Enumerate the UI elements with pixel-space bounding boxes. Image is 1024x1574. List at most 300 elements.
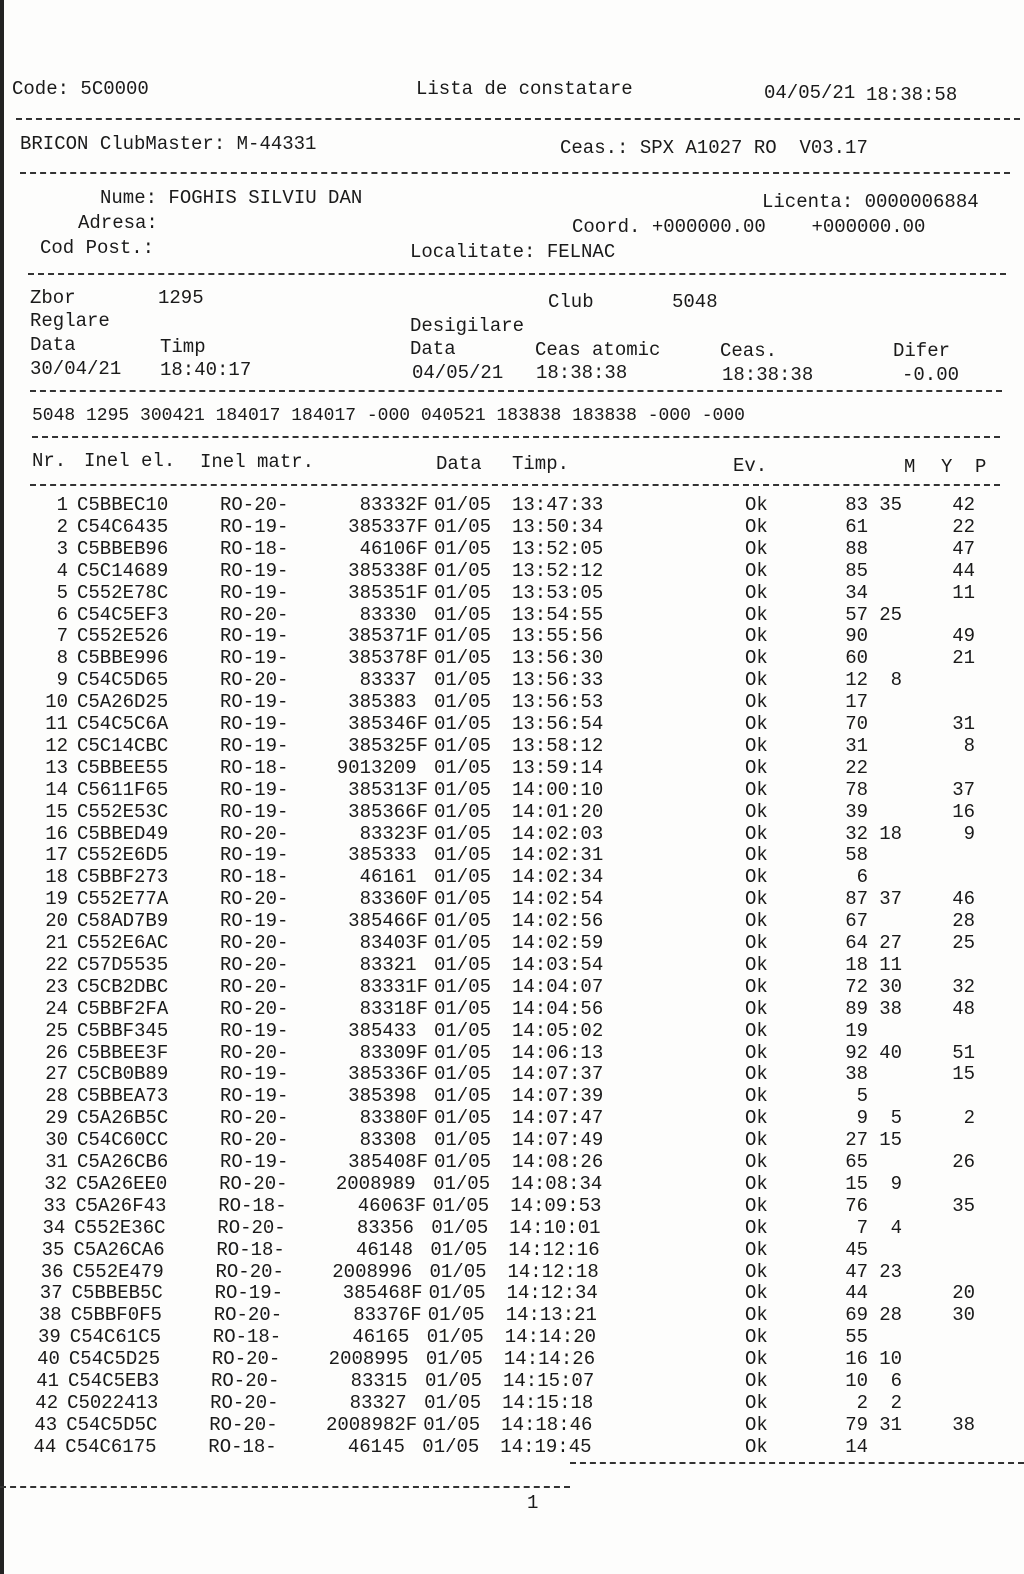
- event-status: Ok: [745, 1063, 768, 1086]
- row-number: 21: [45, 932, 68, 954]
- flight-label: Zbor: [30, 287, 76, 309]
- electronic-ring: C5C14CBC: [77, 734, 169, 757]
- arrival-time: 14:15:07: [503, 1370, 595, 1392]
- ring-prefix: RO-19-: [220, 1151, 289, 1173]
- event-status: Ok: [745, 515, 768, 538]
- table-row: [0, 823, 1024, 845]
- row-number: 44: [33, 1435, 57, 1458]
- arrival-time: 13:47:33: [512, 494, 604, 516]
- row-number: 18: [45, 866, 68, 889]
- electronic-ring: C5A26B5C: [77, 1107, 169, 1130]
- arrival-time: 14:18:46: [501, 1413, 593, 1436]
- arrival-time: 14:08:34: [511, 1172, 603, 1195]
- arrival-date: 01/05: [424, 1391, 482, 1414]
- table-row: [0, 494, 1024, 516]
- arrival-date: 01/05: [434, 625, 492, 648]
- ring-number: 83327: [349, 1391, 419, 1414]
- header-y: Y: [941, 456, 953, 478]
- ring-number: 46106F: [359, 537, 428, 560]
- arrival-time: 13:56:33: [512, 669, 604, 692]
- row-number: 33: [43, 1194, 67, 1217]
- event-status: Ok: [745, 1282, 768, 1305]
- ring-number: 385383: [348, 691, 428, 714]
- unsealing-label: Desigilare: [410, 315, 525, 337]
- arrival-date: 01/05: [434, 1041, 492, 1064]
- table-row: [0, 1042, 1024, 1064]
- electronic-ring: C57D5535: [77, 953, 169, 976]
- header-timp: Timp.: [512, 453, 570, 475]
- table-row: [0, 1085, 1024, 1107]
- arrival-date: 01/05: [429, 1260, 487, 1283]
- event-status: Ok: [745, 581, 768, 604]
- value-m: 65: [845, 1151, 868, 1173]
- ring-number: 2008982F: [325, 1413, 418, 1436]
- row-number: 23: [45, 975, 68, 998]
- value-y: 25: [879, 603, 902, 626]
- arrival-time: 14:15:18: [502, 1391, 594, 1414]
- value-m: 10: [845, 1370, 868, 1392]
- table-row: [0, 713, 1024, 735]
- ring-number: 83323F: [359, 822, 428, 845]
- event-status: Ok: [745, 1216, 768, 1239]
- ring-prefix: RO-20-: [220, 975, 289, 998]
- arrival-time: 14:02:54: [512, 888, 604, 911]
- row-number: 3: [56, 537, 68, 560]
- ring-prefix: RO-20-: [217, 1216, 286, 1239]
- ring-number: 2008996: [332, 1260, 424, 1283]
- ring-number: 385351F: [348, 581, 428, 604]
- value-m: 22: [845, 756, 868, 779]
- electronic-ring: C552E78C: [77, 581, 169, 604]
- electronic-ring: C5BBEB96: [77, 537, 169, 560]
- value-m: 9: [856, 1107, 868, 1130]
- ring-number: 385346F: [348, 713, 428, 735]
- arrival-date: 01/05: [434, 581, 492, 604]
- table-row: [0, 1217, 1024, 1239]
- value-y: 28: [879, 1304, 902, 1327]
- arrival-date: 01/05: [423, 1413, 481, 1436]
- ring-number: 83315: [350, 1370, 419, 1392]
- row-number: 17: [45, 844, 68, 867]
- table-row: [0, 669, 1024, 691]
- value-m: 55: [845, 1326, 868, 1349]
- atomic-clock-label: Ceas atomic: [535, 339, 661, 361]
- value-y: 2: [890, 1391, 902, 1414]
- value-m: 16: [845, 1348, 868, 1371]
- setting-time-label: Timp: [160, 336, 206, 358]
- value-y: 35: [879, 494, 902, 516]
- arrival-date: 01/05: [434, 888, 492, 911]
- ring-prefix: RO-20-: [220, 1107, 289, 1130]
- value-p: 49: [952, 625, 975, 648]
- arrival-time: 14:13:21: [505, 1304, 597, 1327]
- value-y: 5: [890, 1107, 902, 1130]
- ring-number: 385466F: [348, 910, 428, 933]
- electronic-ring: C54C6175: [65, 1435, 157, 1458]
- arrival-date: 01/05: [434, 559, 492, 582]
- value-m: 89: [845, 997, 868, 1020]
- row-number: 40: [37, 1348, 60, 1371]
- value-m: 79: [845, 1413, 868, 1436]
- row-number: 2: [56, 515, 68, 538]
- table-row: [0, 1063, 1024, 1085]
- arrival-date: 01/05: [434, 866, 492, 889]
- row-number: 14: [45, 778, 68, 801]
- arrival-time: 13:53:05: [512, 581, 604, 604]
- ring-number: 46148: [355, 1238, 425, 1261]
- arrival-date: 01/05: [434, 603, 492, 626]
- value-m: 58: [845, 844, 868, 867]
- value-y: 10: [879, 1348, 902, 1371]
- arrival-time: 14:14:26: [503, 1348, 596, 1371]
- value-m: 61: [845, 515, 868, 538]
- value-m: 85: [845, 559, 868, 582]
- value-m: 38: [845, 1063, 868, 1086]
- electronic-ring: C552E526: [77, 625, 169, 648]
- value-y: 6: [890, 1370, 902, 1392]
- divider: [16, 118, 1020, 120]
- table-row: [0, 1261, 1024, 1283]
- row-number: 12: [45, 734, 68, 757]
- value-m: 27: [845, 1129, 868, 1152]
- divider: [0, 1486, 570, 1488]
- ring-number: 83356: [356, 1216, 426, 1239]
- table-row: [0, 976, 1024, 998]
- electronic-ring: C54C6435: [77, 515, 169, 538]
- event-status: Ok: [745, 1370, 768, 1392]
- value-m: 19: [845, 1019, 868, 1042]
- ring-number: 2008995: [328, 1348, 420, 1371]
- table-row: [0, 1107, 1024, 1129]
- event-status: Ok: [745, 625, 768, 648]
- arrival-time: 14:06:13: [512, 1041, 604, 1064]
- event-status: Ok: [745, 691, 768, 714]
- event-status: Ok: [745, 975, 768, 998]
- row-number: 9: [56, 669, 68, 692]
- event-status: Ok: [745, 1435, 768, 1458]
- table-row: [0, 604, 1024, 626]
- ring-number: 46165: [352, 1326, 421, 1349]
- value-y: 40: [879, 1041, 902, 1064]
- event-status: Ok: [745, 800, 768, 823]
- electronic-ring: C54C5EF3: [77, 603, 169, 626]
- event-status: Ok: [745, 1304, 768, 1327]
- value-m: 88: [845, 537, 868, 560]
- print-date: 04/05/21: [764, 82, 856, 104]
- event-status: Ok: [745, 997, 768, 1020]
- arrival-time: 14:12:16: [508, 1238, 600, 1261]
- flight-number: 1295: [158, 287, 204, 309]
- ring-prefix: RO-19-: [220, 844, 289, 867]
- page-number: 1: [527, 1492, 539, 1514]
- table-row: [0, 582, 1024, 604]
- value-p: 15: [952, 1063, 975, 1086]
- ring-prefix: RO-19-: [220, 713, 289, 735]
- ring-number: 385433: [348, 1019, 428, 1042]
- electronic-ring: C58AD7B9: [77, 910, 169, 933]
- table-row: [0, 910, 1024, 932]
- ring-number: 385338F: [348, 559, 428, 582]
- ring-prefix: RO-18-: [218, 1194, 287, 1217]
- event-status: Ok: [745, 1238, 768, 1261]
- value-m: 32: [845, 822, 868, 845]
- ring-prefix: RO-20-: [211, 1348, 281, 1371]
- divider: [30, 390, 1002, 392]
- clock-time: 18:38:38: [722, 364, 814, 386]
- ring-prefix: RO-20-: [220, 603, 289, 626]
- value-p: 20: [952, 1282, 975, 1305]
- row-number: 41: [36, 1370, 59, 1392]
- arrival-date: 01/05: [434, 844, 492, 867]
- row-number: 6: [56, 603, 68, 626]
- event-status: Ok: [745, 822, 768, 845]
- table-row: [0, 1239, 1024, 1261]
- value-p: 25: [952, 932, 975, 954]
- arrival-date: 01/05: [428, 1282, 486, 1305]
- arrival-date: 01/05: [432, 1194, 490, 1217]
- value-m: 72: [845, 975, 868, 998]
- arrival-date: 01/05: [434, 932, 492, 954]
- electronic-ring: C5A26CB6: [77, 1151, 169, 1173]
- ring-number: 83321: [359, 953, 428, 976]
- value-m: 5: [856, 1085, 868, 1108]
- value-m: 7: [856, 1216, 868, 1239]
- unsealing-date: 04/05/21: [412, 362, 504, 384]
- event-status: Ok: [745, 713, 768, 735]
- table-row: [0, 691, 1024, 713]
- event-status: Ok: [745, 734, 768, 757]
- ring-number: 385333: [348, 844, 428, 867]
- setting-label: Reglare: [30, 310, 110, 332]
- coordinates: Coord. +000000.00 +000000.00: [572, 216, 926, 238]
- value-p: 8: [963, 734, 975, 757]
- electronic-ring: C5BBEB5C: [71, 1282, 163, 1305]
- value-m: 44: [845, 1282, 868, 1305]
- table-row: [0, 932, 1024, 954]
- row-number: 26: [45, 1041, 68, 1064]
- ring-prefix: RO-19-: [214, 1282, 284, 1305]
- ring-prefix: RO-19-: [220, 910, 289, 933]
- event-status: Ok: [745, 844, 768, 867]
- ring-prefix: RO-19-: [220, 625, 289, 648]
- value-p: 22: [952, 515, 975, 538]
- row-number: 5: [56, 581, 68, 604]
- arrival-date: 01/05: [434, 822, 492, 845]
- ring-number: 46063F: [357, 1194, 427, 1217]
- arrival-time: 14:03:54: [512, 953, 604, 976]
- event-status: Ok: [745, 669, 768, 692]
- ring-prefix: RO-20-: [213, 1304, 283, 1327]
- ring-prefix: RO-19-: [220, 800, 289, 823]
- arrival-date: 01/05: [427, 1304, 485, 1327]
- arrival-time: 14:02:34: [512, 866, 604, 889]
- arrival-date: 01/05: [434, 647, 492, 670]
- event-status: Ok: [745, 1326, 768, 1349]
- event-status: Ok: [745, 866, 768, 889]
- ring-prefix: RO-19-: [220, 691, 289, 714]
- row-number: 32: [44, 1172, 68, 1195]
- ring-prefix: RO-19-: [220, 734, 289, 757]
- table-row: [0, 1151, 1024, 1173]
- ring-number: 83308: [359, 1129, 428, 1152]
- ring-prefix: RO-19-: [220, 1063, 289, 1086]
- arrival-date: 01/05: [434, 1151, 492, 1173]
- ring-number: 385325F: [348, 734, 428, 757]
- value-p: 28: [952, 910, 975, 933]
- electronic-ring: C54C5EB3: [68, 1370, 160, 1392]
- ring-number: 83318F: [359, 997, 428, 1020]
- header-data: Data: [436, 453, 482, 475]
- arrival-time: 14:07:37: [512, 1063, 604, 1086]
- table-row: [0, 1392, 1024, 1414]
- value-m: 78: [845, 778, 868, 801]
- table-row: [0, 1282, 1024, 1304]
- table-row: [0, 1195, 1024, 1217]
- electronic-ring: C5BBEE55: [77, 756, 169, 779]
- row-number: 35: [41, 1238, 65, 1261]
- value-p: 37: [952, 778, 975, 801]
- table-row: [0, 757, 1024, 779]
- table-row: [0, 647, 1024, 669]
- value-p: 47: [952, 537, 975, 560]
- row-number: 1: [56, 494, 68, 516]
- value-m: 18: [845, 953, 868, 976]
- ring-prefix: RO-18-: [220, 866, 289, 889]
- value-m: 31: [845, 734, 868, 757]
- electronic-ring: C5A26D25: [77, 691, 169, 714]
- value-m: 6: [856, 866, 868, 889]
- table-row: [0, 735, 1024, 757]
- electronic-ring: C5C14689: [77, 559, 169, 582]
- electronic-ring: C5BBEC10: [77, 494, 169, 516]
- document-title: Lista de constatare: [416, 78, 633, 100]
- value-y: 37: [879, 888, 902, 911]
- electronic-ring: C552E36C: [74, 1216, 166, 1239]
- value-p: 32: [952, 975, 975, 998]
- arrival-date: 01/05: [425, 1348, 483, 1371]
- arrival-time: 13:56:54: [512, 713, 604, 735]
- arrival-date: 01/05: [433, 1172, 491, 1195]
- arrival-date: 01/05: [434, 1107, 492, 1130]
- header-m: M: [904, 456, 916, 478]
- ring-number: 83380F: [359, 1107, 428, 1130]
- arrival-time: 14:07:49: [512, 1129, 604, 1152]
- arrival-time: 14:05:02: [512, 1019, 604, 1042]
- ring-prefix: RO-19-: [220, 559, 289, 582]
- table-row: [0, 538, 1024, 560]
- setting-date-label: Data: [30, 334, 76, 356]
- value-m: 2: [856, 1391, 868, 1414]
- arrival-date: 01/05: [434, 756, 492, 779]
- row-number: 28: [45, 1085, 68, 1108]
- table-row: [0, 1173, 1024, 1195]
- value-p: 26: [952, 1151, 975, 1173]
- ring-prefix: RO-18-: [220, 756, 289, 779]
- arrival-time: 14:10:01: [509, 1216, 601, 1239]
- row-number: 29: [45, 1107, 68, 1130]
- electronic-ring: C552E479: [72, 1260, 164, 1283]
- ring-prefix: RO-20-: [215, 1260, 284, 1283]
- ring-number: 385398: [348, 1085, 428, 1108]
- event-status: Ok: [745, 1260, 768, 1283]
- electronic-ring: C5022413: [67, 1391, 159, 1414]
- clock-info: Ceas.: SPX A1027 RO V03.17: [560, 137, 868, 159]
- arrival-date: 01/05: [434, 713, 492, 735]
- row-number: 37: [39, 1282, 63, 1305]
- value-p: 21: [952, 647, 975, 670]
- arrival-date: 01/05: [434, 669, 492, 692]
- event-status: Ok: [745, 537, 768, 560]
- value-m: 92: [845, 1041, 868, 1064]
- electronic-ring: C5CB0B89: [77, 1063, 169, 1086]
- arrival-time: 13:56:53: [512, 691, 604, 714]
- table-row: [0, 1129, 1024, 1151]
- value-p: 9: [963, 822, 975, 845]
- arrival-time: 14:02:31: [512, 844, 604, 867]
- value-m: 12: [845, 669, 868, 692]
- row-number: 36: [40, 1260, 64, 1283]
- ring-prefix: RO-20-: [210, 1391, 279, 1414]
- row-number: 27: [45, 1063, 68, 1086]
- row-number: 24: [45, 997, 68, 1020]
- difference-value: -0.00: [902, 364, 960, 386]
- electronic-ring: C54C5C6A: [77, 713, 169, 735]
- setting-time: 18:40:17: [160, 359, 252, 381]
- value-m: 47: [845, 1260, 868, 1283]
- arrival-time: 14:14:20: [504, 1326, 597, 1349]
- row-number: 43: [34, 1413, 58, 1436]
- ring-number: 83376F: [353, 1304, 422, 1327]
- arrival-time: 14:01:20: [512, 800, 604, 823]
- ring-number: 2008989: [335, 1172, 428, 1195]
- value-m: 45: [845, 1238, 868, 1261]
- table-row: [0, 1414, 1024, 1436]
- electronic-ring: C5A26F43: [75, 1194, 167, 1217]
- electronic-ring: C5BBED49: [77, 822, 169, 845]
- arrival-time: 13:55:56: [512, 625, 604, 648]
- arrival-date: 01/05: [434, 800, 492, 823]
- event-status: Ok: [745, 1172, 768, 1195]
- table-row: [0, 560, 1024, 582]
- value-p: 2: [963, 1107, 975, 1130]
- arrival-date: 01/05: [434, 691, 492, 714]
- event-status: Ok: [745, 1194, 768, 1217]
- ring-number: 46145: [347, 1435, 417, 1458]
- value-p: 38: [952, 1413, 975, 1436]
- table-row: [0, 844, 1024, 866]
- arrival-time: 14:02:59: [512, 932, 604, 954]
- arrival-date: 01/05: [434, 953, 492, 976]
- row-number: 34: [42, 1216, 66, 1239]
- ring-number: 83337: [359, 669, 428, 692]
- table-row: [0, 998, 1024, 1020]
- row-number: 25: [45, 1019, 68, 1042]
- event-status: Ok: [745, 1391, 768, 1414]
- value-y: 18: [879, 822, 902, 845]
- ring-prefix: RO-19-: [220, 647, 289, 670]
- electronic-ring: C5CB2DBC: [77, 975, 169, 998]
- electronic-ring: C54C5D25: [68, 1348, 161, 1371]
- event-status: Ok: [745, 1041, 768, 1064]
- value-m: 76: [845, 1194, 868, 1217]
- value-y: 9: [890, 1172, 902, 1195]
- row-number: 16: [45, 822, 68, 845]
- ring-prefix: RO-18-: [208, 1435, 277, 1458]
- unsealing-date-label: Data: [410, 338, 456, 360]
- electronic-ring: C5BBF273: [77, 866, 169, 889]
- event-status: Ok: [745, 1348, 768, 1371]
- arrival-date: 01/05: [434, 1063, 492, 1086]
